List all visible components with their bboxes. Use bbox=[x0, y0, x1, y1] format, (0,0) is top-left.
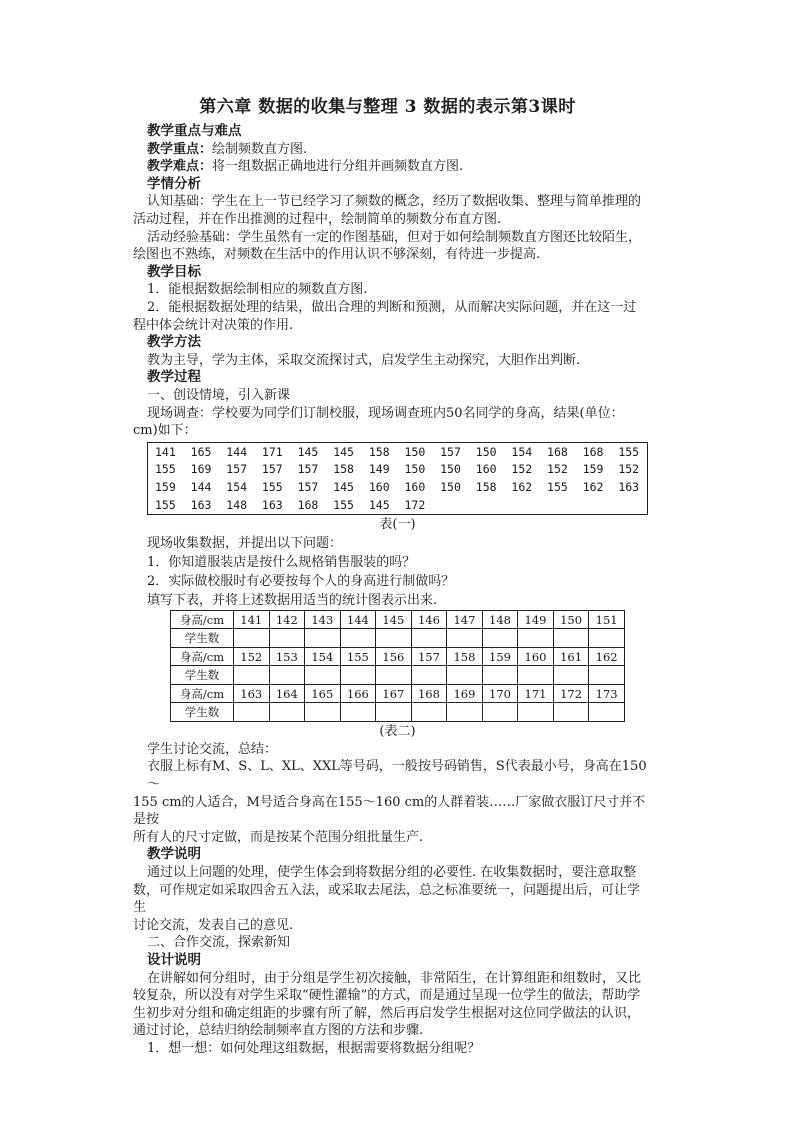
key-label: 教学重点： bbox=[147, 141, 213, 157]
table-cell: 169 bbox=[190, 462, 212, 477]
height-value-cell: 166 bbox=[340, 684, 376, 703]
count-blank-cell[interactable] bbox=[234, 629, 270, 648]
table-cell: 150 bbox=[404, 462, 426, 477]
count-blank-cell[interactable] bbox=[376, 666, 412, 685]
count-blank-cell[interactable] bbox=[553, 629, 589, 648]
count-blank-cell[interactable] bbox=[553, 666, 589, 685]
height-value-cell: 163 bbox=[234, 684, 270, 703]
table-cell: 144 bbox=[190, 480, 212, 495]
note-a: 通过以上问题的处理，使学生体会到将数据分组的必要性. 在收集数据时，要注意取整 bbox=[147, 865, 637, 881]
table-cell: 154 bbox=[511, 444, 533, 459]
table-row bbox=[148, 460, 648, 478]
count-blank-cell[interactable] bbox=[482, 703, 518, 722]
count-blank-cell[interactable] bbox=[305, 703, 341, 722]
count-blank-cell[interactable] bbox=[234, 666, 270, 685]
section-process: 教学过程 bbox=[147, 369, 201, 386]
survey-a: 现场调查：学校要为同学们订制校服，现场调查班内50名同学的身高，结果(单位： bbox=[147, 405, 624, 421]
analysis-2b: 绘图也不熟练，对频数在生活中的作用认识不够深刻，有待进一步提高. bbox=[133, 247, 541, 263]
count-blank-cell[interactable] bbox=[447, 703, 483, 722]
table-cell: 155 bbox=[155, 462, 176, 477]
table-cell: 152 bbox=[511, 462, 533, 477]
table-cell: 160 bbox=[368, 480, 390, 495]
section-key-difficult: 教学重点与难点 bbox=[147, 123, 242, 139]
table-cell: 152 bbox=[618, 462, 640, 477]
method-text: 教为主导，学为主体，采取交流探讨式，启发学生主动探究，大胆作出判断. bbox=[147, 352, 581, 368]
design-b: 较复杂，所以没有对学生采取“硬性灌输”的方式，而是通过呈现一位学生的做法，帮助学 bbox=[133, 988, 641, 1004]
count-blank-cell[interactable] bbox=[269, 666, 305, 685]
table-cell: 163 bbox=[190, 497, 212, 512]
height-value-cell: 146 bbox=[411, 610, 447, 629]
analysis-1b: 活动过程，并在作出推测的过程中，绘制简单的频数分布直方图. bbox=[133, 211, 502, 227]
height-data-table bbox=[147, 442, 648, 515]
table-cell: 172 bbox=[404, 497, 426, 512]
summary-a: 衣服上标有M、S、L、XL、XXL等号码，一般按号码销售，S代表最小号，身高在150～ bbox=[147, 759, 647, 793]
step-2: 二、合作交流，探索新知 bbox=[147, 935, 291, 951]
table-cell: 171 bbox=[261, 444, 283, 459]
table-cell: 155 bbox=[547, 480, 568, 495]
table-row bbox=[171, 647, 625, 666]
count-blank-cell[interactable] bbox=[589, 629, 625, 648]
section-design: 设计说明 bbox=[147, 952, 201, 968]
goal-2b: 程中体会统计对决策的作用. bbox=[133, 317, 294, 333]
table-cell: 159 bbox=[155, 480, 176, 495]
question-1: 1．你知道服装店是按什么规格销售服装的吗？ bbox=[147, 554, 416, 570]
height-value-cell: 151 bbox=[589, 610, 625, 629]
height-value-cell: 159 bbox=[482, 647, 518, 666]
height-value-cell: 156 bbox=[376, 647, 412, 666]
height-value-cell: 165 bbox=[305, 684, 341, 703]
count-row-label: 学生数 bbox=[171, 703, 234, 722]
table-cell: 145 bbox=[333, 480, 354, 495]
height-value-cell: 155 bbox=[340, 647, 376, 666]
table-row bbox=[148, 496, 648, 514]
note-c: 讨论交流，发表自己的意见. bbox=[133, 917, 294, 933]
table-cell bbox=[540, 496, 576, 514]
count-blank-cell[interactable] bbox=[518, 629, 554, 648]
count-blank-cell[interactable] bbox=[518, 666, 554, 685]
table-cell: 168 bbox=[582, 444, 604, 459]
count-blank-cell[interactable] bbox=[411, 629, 447, 648]
table-cell: 157 bbox=[261, 462, 283, 477]
table-cell: 144 bbox=[226, 444, 248, 459]
section-goal: 教学目标 bbox=[147, 263, 201, 280]
section-analysis: 学情分析 bbox=[147, 175, 201, 192]
design-c: 生初步对分组和确定组距的步骤有所了解，然后再启发学生根据对这位同学做法的认识， bbox=[133, 1005, 641, 1021]
height-value-cell: 157 bbox=[411, 647, 447, 666]
goal-2a: 2．能根据数据处理的结果，做出合理的判断和预测，从而解决实际问题，并在这一过 bbox=[147, 299, 637, 315]
table-cell: 154 bbox=[226, 480, 248, 495]
table-row bbox=[148, 442, 648, 460]
table-cell: 157 bbox=[440, 444, 461, 459]
count-blank-cell[interactable] bbox=[340, 703, 376, 722]
table-cell: 158 bbox=[368, 444, 390, 459]
section-note: 教学说明 bbox=[147, 846, 201, 863]
height-value-cell: 154 bbox=[305, 647, 341, 666]
height-value-cell: 170 bbox=[482, 684, 518, 703]
height-value-cell: 162 bbox=[589, 647, 625, 666]
height-row-label: 身高/cm bbox=[171, 647, 234, 666]
key-text: 绘制频数直方图. bbox=[212, 141, 308, 157]
height-value-cell: 173 bbox=[589, 684, 625, 703]
design-d: 通过讨论，总结归纳绘制频率直方图的方法和步骤. bbox=[133, 1023, 424, 1039]
table-cell: 160 bbox=[475, 462, 497, 477]
height-value-cell: 148 bbox=[482, 610, 518, 629]
step-1: 一、创设情境，引入新课 bbox=[147, 387, 291, 403]
table-cell: 145 bbox=[368, 497, 390, 512]
count-blank-cell[interactable] bbox=[447, 666, 483, 685]
discuss-text: 学生讨论交流，总结： bbox=[147, 741, 278, 757]
height-value-cell: 145 bbox=[376, 610, 412, 629]
height-value-cell: 141 bbox=[234, 610, 270, 629]
count-row-label: 学生数 bbox=[171, 666, 234, 685]
table-row bbox=[171, 610, 625, 629]
section-method: 教学方法 bbox=[147, 334, 201, 351]
height-row-label: 身高/cm bbox=[171, 610, 234, 629]
difficulty-label: 教学难点： bbox=[147, 159, 213, 175]
table-cell: 159 bbox=[582, 462, 604, 477]
table-cell bbox=[469, 496, 505, 514]
height-value-cell: 153 bbox=[269, 647, 305, 666]
height-value-cell: 168 bbox=[411, 684, 447, 703]
table-row bbox=[171, 703, 625, 722]
table2-caption: (表二) bbox=[379, 723, 416, 739]
height-value-cell: 172 bbox=[553, 684, 589, 703]
goal-1: 1．能根据数据绘制相应的频数直方图. bbox=[147, 282, 368, 298]
count-blank-cell[interactable] bbox=[589, 666, 625, 685]
table-cell: 150 bbox=[475, 444, 497, 459]
height-value-cell: 149 bbox=[518, 610, 554, 629]
count-blank-cell[interactable] bbox=[447, 629, 483, 648]
table-cell: 158 bbox=[333, 462, 354, 477]
table-cell: 155 bbox=[261, 480, 283, 495]
count-blank-cell[interactable] bbox=[411, 666, 447, 685]
count-blank-cell[interactable] bbox=[305, 629, 341, 648]
table-row bbox=[148, 478, 648, 496]
count-blank-cell[interactable] bbox=[234, 703, 270, 722]
table-cell: 155 bbox=[333, 497, 354, 512]
height-value-cell: 160 bbox=[518, 647, 554, 666]
height-value-cell: 164 bbox=[269, 684, 305, 703]
survey-b: cm)如下： bbox=[133, 423, 197, 439]
count-blank-cell[interactable] bbox=[376, 629, 412, 648]
table-cell: 150 bbox=[440, 462, 461, 477]
count-blank-cell[interactable] bbox=[482, 629, 518, 648]
table-cell bbox=[576, 496, 612, 514]
table-cell bbox=[611, 496, 647, 514]
height-value-cell: 152 bbox=[234, 647, 270, 666]
height-frequency-table bbox=[170, 610, 625, 722]
height-value-cell: 158 bbox=[447, 647, 483, 666]
summary-b: 155 cm的人适合，M号适合身高在155～160 cm的人群着装……厂家做衣服订尺寸并不是按 bbox=[133, 794, 646, 828]
table-cell bbox=[433, 496, 469, 514]
height-value-cell: 150 bbox=[553, 610, 589, 629]
height-value-cell: 169 bbox=[447, 684, 483, 703]
fill-instruction: 填写下表，并将上述数据用适当的统计图表示出来. bbox=[147, 592, 438, 608]
table-cell: 155 bbox=[155, 497, 176, 512]
table-cell: 168 bbox=[547, 444, 568, 459]
height-value-cell: 142 bbox=[269, 610, 305, 629]
table-row bbox=[171, 666, 625, 685]
table-cell: 145 bbox=[333, 444, 354, 459]
count-blank-cell[interactable] bbox=[269, 629, 305, 648]
table-cell: 145 bbox=[297, 444, 319, 459]
count-blank-cell[interactable] bbox=[269, 703, 305, 722]
count-blank-cell[interactable] bbox=[411, 703, 447, 722]
table-cell: 148 bbox=[226, 497, 248, 512]
table-cell: 165 bbox=[190, 444, 212, 459]
count-row-label: 学生数 bbox=[171, 629, 234, 648]
height-value-cell: 167 bbox=[376, 684, 412, 703]
count-blank-cell[interactable] bbox=[340, 666, 376, 685]
count-blank-cell[interactable] bbox=[589, 703, 625, 722]
height-value-cell: 161 bbox=[553, 647, 589, 666]
table-cell: 160 bbox=[404, 480, 426, 495]
document-page bbox=[133, 95, 648, 1058]
height-value-cell: 143 bbox=[305, 610, 341, 629]
table-row bbox=[171, 684, 625, 703]
table-cell bbox=[504, 496, 540, 514]
think-question: 1．想一想：如何处理这组数据，根据需要将数据分组呢？ bbox=[147, 1040, 481, 1056]
note-b: 数，可作规定如采取四舍五入法，或采取去尾法，总之标准要统一，问题提出后，可让学生 bbox=[133, 882, 641, 916]
design-a: 在讲解如何分组时，由于分组是学生初次接触，非常陌生，在计算组距和组数时，又比 bbox=[147, 970, 642, 986]
height-value-cell: 144 bbox=[340, 610, 376, 629]
table-row bbox=[171, 629, 625, 648]
height-value-cell: 147 bbox=[447, 610, 483, 629]
analysis-1a: 认知基础：学生在上一节已经学习了频数的概念，经历了数据收集、整理与简单推理的 bbox=[147, 194, 642, 210]
table-cell: 157 bbox=[226, 462, 248, 477]
table-cell: 149 bbox=[368, 462, 390, 477]
table-cell: 150 bbox=[404, 444, 426, 459]
analysis-2a: 活动经验基础：学生虽然有一定的作图基础，但对于如何绘制频数直方图还比较陌生， bbox=[147, 229, 642, 245]
table-cell: 162 bbox=[511, 480, 533, 495]
collect-text: 现场收集数据，并提出以下问题： bbox=[147, 535, 343, 551]
table-cell: 163 bbox=[618, 480, 640, 495]
table-cell: 157 bbox=[297, 462, 319, 477]
table-cell: 168 bbox=[297, 497, 319, 512]
table1-caption: 表(一) bbox=[379, 516, 416, 532]
count-blank-cell[interactable] bbox=[305, 666, 341, 685]
count-blank-cell[interactable] bbox=[376, 703, 412, 722]
count-blank-cell[interactable] bbox=[518, 703, 554, 722]
table-cell: 157 bbox=[297, 480, 319, 495]
count-blank-cell[interactable] bbox=[553, 703, 589, 722]
difficulty-text: 将一组数据正确地进行分组并画频数直方图. bbox=[212, 159, 464, 175]
height-row-label: 身高/cm bbox=[171, 684, 234, 703]
table-cell: 162 bbox=[582, 480, 604, 495]
question-2: 2．实际做校服时有必要按每个人的身高进行制做吗？ bbox=[147, 573, 455, 589]
height-value-cell: 171 bbox=[518, 684, 554, 703]
page-title: 第六章 数据的收集与整理 3 数据的表示第3课时 bbox=[199, 97, 576, 117]
table-cell: 141 bbox=[155, 444, 176, 459]
table-cell: 150 bbox=[440, 480, 461, 495]
count-blank-cell[interactable] bbox=[340, 629, 376, 648]
summary-c: 所有人的尺寸定做，而是按某个范围分组批量生产. bbox=[133, 829, 424, 845]
table-cell: 152 bbox=[547, 462, 568, 477]
table-cell: 163 bbox=[261, 497, 283, 512]
count-blank-cell[interactable] bbox=[482, 666, 518, 685]
table-cell: 155 bbox=[618, 444, 640, 459]
table-cell: 158 bbox=[475, 480, 497, 495]
